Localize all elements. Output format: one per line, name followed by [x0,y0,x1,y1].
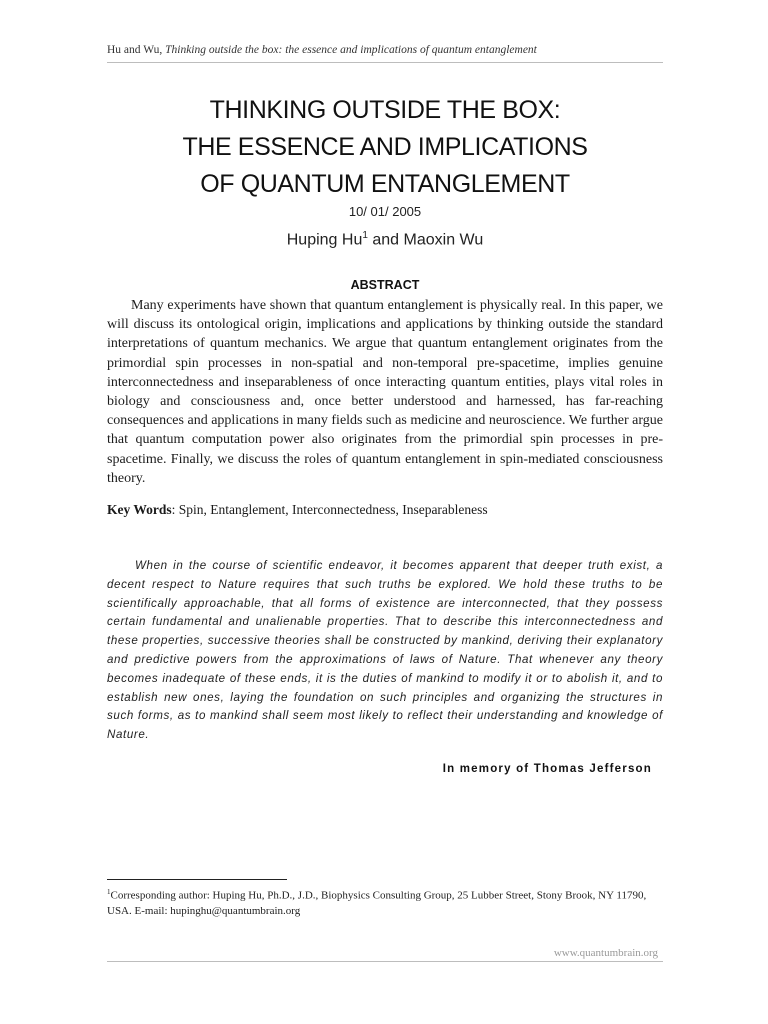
author-footnote-marker: 1 [362,230,368,241]
header-paper-title: Thinking outside the box: the essence and implications of quantum entanglement [165,44,537,56]
footnote-divider [107,879,287,880]
title-line-2: THE ESSENCE AND IMPLICATIONS [182,133,588,161]
paper-title [107,92,663,203]
header-divider [107,62,663,63]
footnote [107,885,663,919]
title-line-1: THINKING OUTSIDE THE BOX: [209,96,561,124]
running-header [107,44,661,56]
footer-divider [107,961,663,962]
abstract-heading: ABSTRACT [350,278,420,292]
keywords-label: Key Words [107,502,172,517]
keywords-value: : Spin, Entanglement, Interconnectedness, Inseparableness [171,502,488,517]
abstract-text: Many experiments have shown that quantum entanglement is physically real. In this paper, we will discuss its ontological origin, implications and applications by thinking outside the standard interpretations of quantum mechanics. We argue that quantum entanglement originates from the primordial spin processes in non-spatial and non-temporal pre-spacetime, implies genuine interconnectedness and inseparableness of once interacting quantum entities, plays vital roles in biology and consciousness and, once better understood and harnessed, has far-reaching consequences and applications in many fields such as medicine and neuroscience. We further argue that quantum computation power also originates from the primordial spin processes in pre-spacetime. Finally, we discuss the roles of quantum entanglement in spin-mediated consciousness theory. [107,298,663,486]
author-second: Maoxin Wu [403,231,484,249]
paper-date: 10/ 01/ 2005 [348,204,422,219]
author-line [107,230,663,249]
epigraph-attribution: In memory of Thomas Jefferson [442,763,652,775]
author-connector: and [372,231,400,249]
footnote-marker: 1 [107,888,111,896]
footnote-text: Corresponding author: Huping Hu, Ph.D., J.D., Biophysics Consulting Group, 25 Lubber Street, Stony Brook, NY 11790, USA. E-mail: hupinghu@quantumbrain.org [107,889,647,917]
epigraph-quote: When in the course of scientific endeavor, it becomes apparent that deeper truth exist, a decent respect to Nature requires that such truths be explored. We hold these truths to be scientifically approachable, that all forms of existence are interconnected, that they possess certain fundamental and unalienable properties. That to describe this interconnectedness and these properties, successive theories shall be constructed by mankind, deriving their explanatory and predictive powers from the approximations of laws of Nature. That whenever any theory becomes inadequate of these ends, it is the duties of mankind to modify it or to abolish it, and to establish new ones, laying the foundation on such principles and organizing the structures in such forms, as to mankind shall seem most likely to reflect their understanding and knowledge of Nature. [107,559,663,742]
header-authors: Hu and Wu, [107,44,163,56]
author-first: Huping Hu [286,231,363,249]
footer-url[interactable]: www.quantumbrain.org [553,947,658,959]
keywords [107,502,663,518]
title-line-3: OF QUANTUM ENTANGLEMENT [200,170,570,198]
